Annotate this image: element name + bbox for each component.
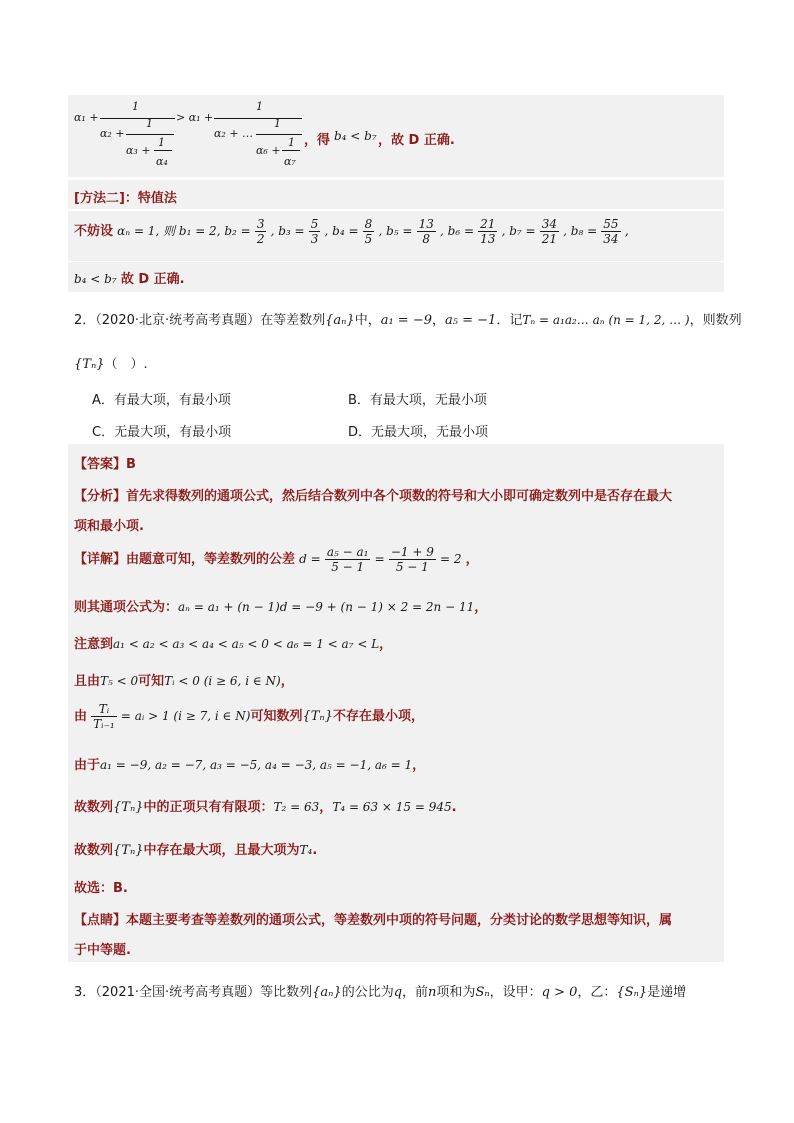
- general-term: 则其通项公式为：aₙ = a₁ + (n − 1)d = −9 + (n − 1) × 2 = 2n − 11，: [74, 600, 488, 615]
- option-b[interactable]: B．有最大项，无最小项: [348, 393, 487, 408]
- option-d[interactable]: D．无最大项，无最小项: [348, 425, 489, 440]
- comment-line1: 【点睛】本题主要考查等差数列的通项公式，等差数列中项的符号问题，分类讨论的数学思想等知识，属: [74, 913, 673, 928]
- frac-b8: $\frac{55}{34}$: [603, 217, 619, 246]
- max-term: 故数列{Tₙ}中存在最大项，且最大项为T₄.: [74, 843, 318, 858]
- frac-b7: $\frac{34}{21}$: [541, 217, 557, 246]
- note-ordering: 注意到a₁ < a₂ < a₃ < a₄ < a₅ < 0 < a₆ = 1 < a₇ < L，: [74, 637, 393, 652]
- frac-ratio: $\frac{\text{Tᵢ}}{\text{Tᵢ₋₁}}$: [93, 702, 115, 731]
- special-values-line: 不妨设 αₙ = 1, 则 b₁ = 2, b₂ = $\frac{3}{2}$ , b₃ = $\frac{5}{3}$ , b₄ = $\frac{8}{5}$ , b₅ = $\frac{13}{8}$ , b₆ = $\frac{21}{13}$ , b₇ = $\frac{34}{21}$ , b₈ = $\frac{55}{34}$ ,: [74, 217, 629, 246]
- and-condition: 且由T₅ < 0可知Tᵢ < 0 (i ≥ 6, i ∈ N)，: [74, 674, 294, 689]
- answer-label: 【答案】B: [74, 457, 136, 472]
- q2-stem-line2: {Tₙ}（ ）.: [74, 357, 148, 372]
- frac-b2: $\frac{3}{2}$: [256, 217, 265, 246]
- choose-line: 故选：B.: [74, 881, 128, 896]
- frac-b6: $\frac{21}{13}$: [480, 217, 496, 246]
- comment-line2: 于中等题.: [74, 943, 131, 958]
- since-values: 由于a₁ = −9, a₂ = −7, a₃ = −5, a₄ = −3, a₅ = −1, a₆ = 1，: [74, 758, 426, 773]
- frac-b3: $\frac{5}{3}$: [310, 217, 319, 246]
- frac-b4: $\frac{8}{5}$: [364, 217, 373, 246]
- frac-diff: $\frac{\text{a₅ − a₁}}{5 - 1}$: [326, 545, 369, 574]
- frac-diff-value: $\frac{-1 + 9}{5 - 1}$: [390, 545, 434, 574]
- q3-stem: 3．（2021·全国·统考高考真题）等比数列{aₙ}的公比为q，前n项和为Sₙ，设甲：q > 0，乙：{Sₙ}是递增: [74, 985, 687, 1000]
- analysis-line1: 【分析】首先求得数列的通项公式，然后结合数列中各个项数的符号和大小即可确定数列中是否存在最大: [74, 489, 673, 504]
- detail-common-difference: 【详解】由题意可知，等差数列的公差 d = $\frac{\text{a₅ − a₁}}{5 - 1}$ = $\frac{-1 + 9}{5 - 1}$ = 2 ，: [74, 545, 479, 574]
- frac-b5: $\frac{13}{8}$: [418, 217, 434, 246]
- positive-terms: 故数列{Tₙ}中的正项只有有限项：T₂ = 63，T₄ = 63 × 15 = 945.: [74, 800, 457, 815]
- method2-label: [方法二]：特值法: [74, 191, 177, 206]
- q2-stem-line1: 2．（2020·北京·统考高考真题）在等差数列{aₙ}中，a₁ = −9，a₅ = −1．记Tₙ = a₁a₂… aₙ (n = 1, 2, … )，则数列: [74, 313, 742, 328]
- analysis-line2: 项和最小项.: [74, 519, 144, 534]
- option-c[interactable]: C．无最大项，有最小项: [92, 425, 232, 440]
- ratio-line: 由 $\frac{\text{Tᵢ}}{\text{Tᵢ₋₁}}$ = aᵢ > 1 (i ≥ 7, i ∈ N)可知数列{Tₙ}不存在最小项，: [74, 702, 424, 731]
- option-a[interactable]: A．有最大项，有最小项: [92, 393, 231, 408]
- special-conclusion: b₄ < b₇ 故 D 正确.: [74, 272, 185, 287]
